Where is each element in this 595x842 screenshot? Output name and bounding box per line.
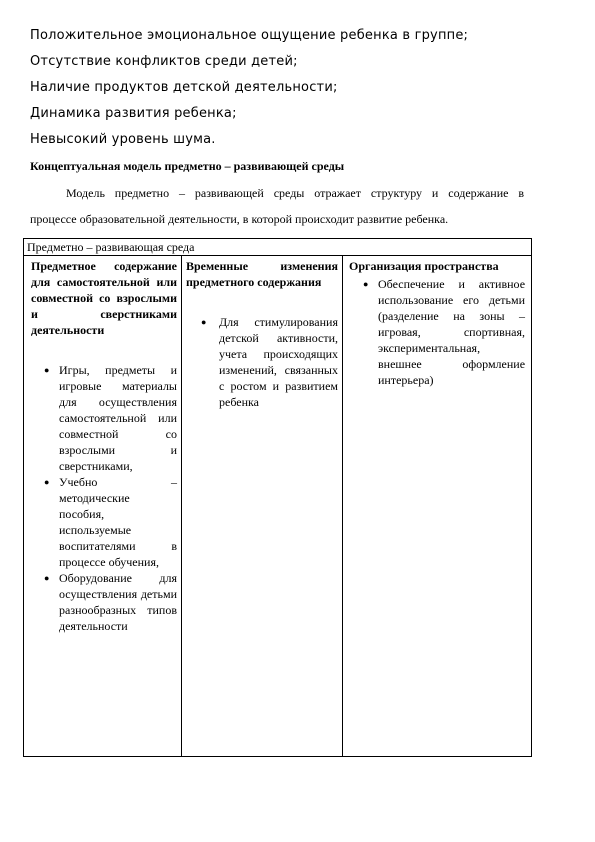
bullet-icon: ●: [44, 477, 50, 487]
bullet-icon: ●: [201, 317, 207, 327]
section-title: Концептуальная модель предметно – развивающей среды: [30, 159, 345, 173]
paragraph-line: Модель предметно – развивающей среды отражает структуру и содержание в: [66, 186, 524, 200]
bullet-icon: ●: [44, 365, 50, 375]
table-header: Предметно – развивающая среда: [24, 239, 532, 256]
criteria-item: Невысокий уровень шума.: [30, 132, 216, 147]
column-heading: Предметное содержание для самостоятельной или совместной со взрослыми и сверстниками деятельности: [31, 259, 177, 337]
list-item: ● Обеспечение и активное использование его детьми (разделение на зоны – игровая, спортивная, экспериментальная, внешнее оформление интерьера): [363, 277, 526, 387]
table-column-space-organization: [343, 256, 532, 757]
criteria-item: Отсутствие конфликтов среди детей;: [30, 54, 298, 69]
environment-table: [23, 238, 532, 757]
criteria-item: Динамика развития ребенка;: [30, 106, 237, 121]
list-item: ● Оборудование для осуществления детьми разнообразных типов деятельности: [44, 571, 177, 633]
list-item: ● Игры, предметы и игровые материалы для осуществления самостоятельной или совместной со взрослыми и сверстниками,: [44, 363, 177, 473]
bullet-icon: ●: [363, 279, 369, 289]
list-item: ● Учебно – методические пособия, используемые воспитателями в процессе обучения,: [44, 475, 177, 569]
column-heading: Временные изменения предметного содержания: [186, 259, 338, 289]
bullet-icon: ●: [44, 573, 50, 583]
bullet-list: [31, 362, 177, 634]
list-item: ● Для стимулирования детской активности, учета происходящих изменений, связанных с ростом и развитием ребенка: [201, 315, 338, 409]
bullet-list: [186, 314, 338, 410]
table-column-subject-content: [24, 256, 182, 757]
paragraph-line: процессе образовательной деятельности, в которой происходит развитие ребенка.: [30, 212, 449, 226]
column-heading: Организация пространства: [349, 259, 499, 273]
table-column-temporal-changes: [182, 256, 343, 757]
criteria-item: Наличие продуктов детской деятельности;: [30, 80, 338, 95]
criteria-item: Положительное эмоциональное ощущение ребенка в группе;: [30, 28, 469, 43]
bullet-list: [349, 276, 527, 388]
intro-paragraph: [30, 180, 524, 232]
